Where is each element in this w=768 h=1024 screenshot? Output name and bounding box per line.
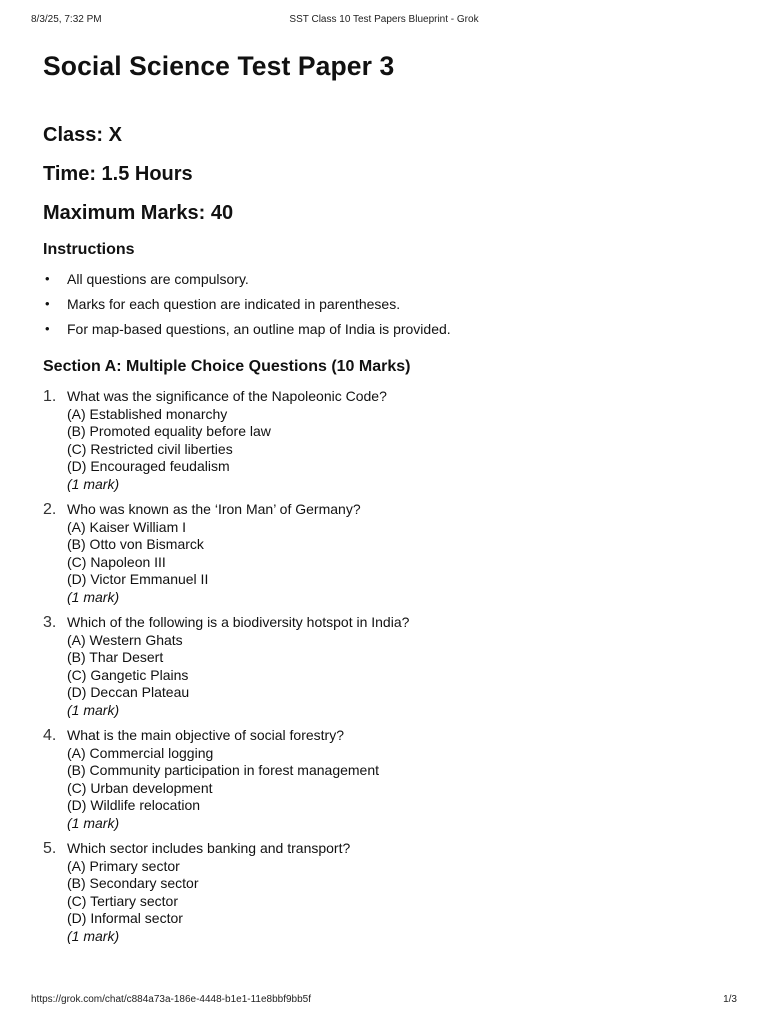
instruction-text: All questions are compulsory. bbox=[67, 271, 249, 287]
option-b: (B) Thar Desert bbox=[67, 649, 164, 665]
question-item bbox=[43, 840, 733, 945]
question-number: 5. bbox=[43, 840, 57, 857]
question-text: Which sector includes banking and transport? bbox=[67, 840, 351, 856]
instructions-list bbox=[43, 270, 733, 338]
print-url: https://grok.com/chat/c884a73a-186e-4448-b1e1-11e8bbf9bb5f bbox=[31, 994, 312, 1005]
question-item bbox=[43, 501, 733, 606]
question-marks: (1 mark) bbox=[67, 927, 120, 944]
question-number: 1. bbox=[43, 388, 57, 405]
instructions-heading: Instructions bbox=[43, 241, 135, 258]
instruction-item bbox=[43, 270, 733, 288]
class-line: Class: X bbox=[43, 124, 122, 146]
question-text: Which of the following is a biodiversity hotspot in India? bbox=[67, 614, 410, 630]
instruction-text: For map-based questions, an outline map of India is provided. bbox=[67, 321, 451, 337]
bullet-icon: • bbox=[45, 271, 50, 286]
option-b: (B) Otto von Bismarck bbox=[67, 536, 204, 552]
question-number: 4. bbox=[43, 727, 57, 744]
question-text: What is the main objective of social forestry? bbox=[67, 727, 345, 743]
section-a-questions bbox=[43, 388, 733, 945]
question-item bbox=[43, 614, 733, 719]
option-a: (A) Kaiser William I bbox=[67, 518, 187, 535]
option-d: (D) Deccan Plateau bbox=[67, 684, 190, 700]
question-marks: (1 mark) bbox=[67, 701, 120, 718]
instruction-item bbox=[43, 320, 733, 338]
option-a: (A) Western Ghats bbox=[67, 631, 183, 648]
question-marks: (1 mark) bbox=[67, 814, 120, 831]
question-marks: (1 mark) bbox=[67, 475, 120, 492]
option-d: (D) Wildlife relocation bbox=[67, 797, 201, 813]
question-text: What was the significance of the Napoleonic Code? bbox=[67, 388, 387, 404]
option-a: (A) Primary sector bbox=[67, 857, 180, 874]
option-a: (A) Commercial logging bbox=[67, 744, 214, 761]
bullet-icon: • bbox=[45, 296, 50, 311]
bullet-icon: • bbox=[45, 321, 50, 336]
paper-meta bbox=[43, 122, 733, 226]
section-a-heading: Section A: Multiple Choice Questions (10 Marks) bbox=[43, 358, 411, 375]
option-b: (B) Community participation in forest management bbox=[67, 762, 380, 778]
max-marks-line: Maximum Marks: 40 bbox=[43, 202, 234, 224]
option-b: (B) Secondary sector bbox=[67, 875, 199, 891]
option-c: (C) Tertiary sector bbox=[67, 892, 178, 909]
option-c: (C) Urban development bbox=[67, 779, 213, 796]
print-datetime: 8/3/25, 7:32 PM bbox=[31, 14, 102, 25]
option-d: (D) Encouraged feudalism bbox=[67, 458, 230, 474]
paper-title: Social Science Test Paper 3 bbox=[43, 51, 395, 81]
page-indicator: 1/3 bbox=[723, 994, 737, 1005]
question-text: Who was known as the ‘Iron Man’ of Germany? bbox=[67, 501, 361, 517]
question-number: 3. bbox=[43, 614, 57, 631]
option-d: (D) Victor Emmanuel II bbox=[67, 571, 209, 587]
option-c: (C) Napoleon III bbox=[67, 553, 166, 570]
time-line: Time: 1.5 Hours bbox=[43, 163, 193, 185]
question-item bbox=[43, 388, 733, 493]
option-c: (C) Gangetic Plains bbox=[67, 666, 189, 683]
question-number: 2. bbox=[43, 501, 57, 518]
option-d: (D) Informal sector bbox=[67, 910, 183, 926]
option-b: (B) Promoted equality before law bbox=[67, 423, 271, 439]
print-document-title: SST Class 10 Test Papers Blueprint - Grok bbox=[289, 14, 479, 25]
document-body bbox=[43, 48, 733, 953]
option-a: (A) Established monarchy bbox=[67, 405, 228, 422]
question-marks: (1 mark) bbox=[67, 588, 120, 605]
instruction-item bbox=[43, 295, 733, 313]
instruction-text: Marks for each question are indicated in parentheses. bbox=[67, 296, 401, 312]
question-item bbox=[43, 727, 733, 832]
option-c: (C) Restricted civil liberties bbox=[67, 440, 233, 457]
